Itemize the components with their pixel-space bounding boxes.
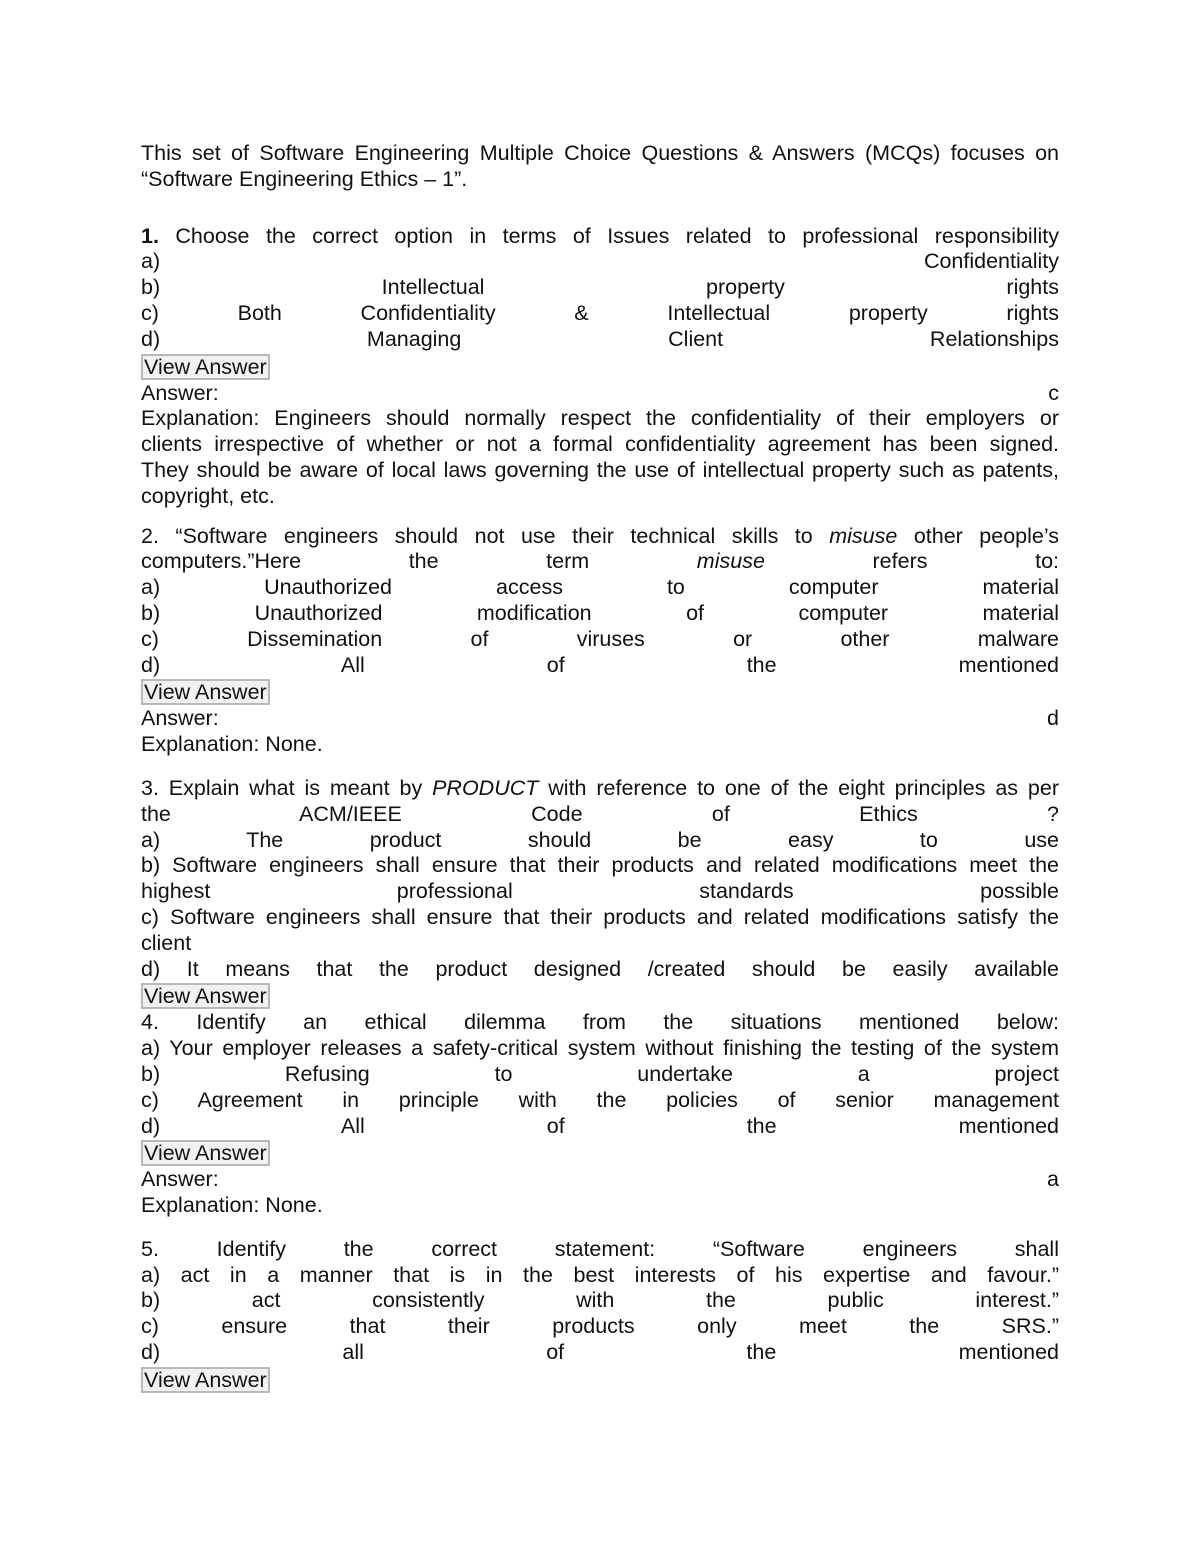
intro-line-2: “Software Engineering Ethics – 1”. [141,166,468,191]
question-2-option-d: d) All of the mentioned [141,652,1059,677]
question-5-option-a: a) act in a manner that is in the best interests of his expertise and favour.” [141,1262,1059,1287]
question-4-option-b: b) Refusing to undertake a project [141,1061,1059,1086]
explanation-1-line-3: They should be aware of local laws governing the use of intellectual property such as patents, [141,457,1059,482]
question-5-text: 5. Identify the correct statement: “Software engineers shall [141,1236,1059,1261]
question-3-option-c-line-1: c) Software engineers shall ensure that their products and related modifications satisfy the [141,904,1059,929]
question-1-option-b: b) Intellectual property rights [141,275,1059,300]
question-1-text [141,224,1059,250]
explanation-1-line-1 [141,406,1059,432]
question-3-option-b-line-1: b) Software engineers shall ensure that their products and related modifications meet the [141,853,1059,878]
question-4-option-d: d) All of the mentioned [141,1113,1059,1138]
question-2-emphasis-2: misuse [696,549,765,574]
question-3 [141,776,1059,1010]
question-5-option-d: d) all of the mentioned [141,1340,1059,1365]
answer-1 [141,381,1059,407]
question-5-option-c: c) ensure that their products only meet the SRS.” [141,1314,1059,1339]
answer-2 [141,706,1059,732]
view-answer-button-2[interactable]: View Answer [141,679,270,705]
question-1-number: 1. [141,223,159,248]
question-2-line-2 [141,549,1059,575]
question-3-option-b-line-2: highest professional standards possible [141,879,1059,904]
answer-1-value: c [1048,380,1059,405]
view-answer-button-4[interactable]: View Answer [141,1140,270,1166]
explanation-2: Explanation: None. [141,732,323,757]
question-4-text: 4. Identify an ethical dilemma from the situations mentioned below: [141,1010,1059,1035]
answer-4-label: Answer: [141,1167,219,1192]
question-2-option-c: c) Dissemination of viruses or other malware [141,626,1059,651]
question-2-option-b: b) Unauthorized modification of computer material [141,600,1059,625]
question-3-line-2: the ACM/IEEE Code of Ethics ? [141,801,1059,826]
question-2-text-b: other people’s [913,523,1059,548]
question-2-text-c: computers.”Here the term [141,549,590,574]
question-2-option-a: a) Unauthorized access to computer material [141,575,1059,600]
question-5-option-b: b) act consistently with the public interest.” [141,1288,1059,1313]
view-answer-button-3[interactable]: View Answer [141,983,270,1009]
question-1-option-d: d) Managing Client Relationships [141,326,1059,351]
view-answer-button-5[interactable]: View Answer [141,1367,270,1393]
question-1-stem: Choose the correct option in terms of Issues related to professional responsibility [175,223,1059,248]
answer-2-label: Answer: [141,706,219,731]
question-1-option-a: a) Confidentiality [141,249,1059,274]
answer-1-label: Answer: [141,380,219,405]
question-2 [141,524,1059,758]
answer-4-value: a [1047,1167,1059,1192]
explanation-4: Explanation: None. [141,1193,323,1218]
question-2-text-a: 2. “Software engineers should not use their technical skills to [141,523,813,548]
question-3-line-1 [141,776,1059,802]
question-4-option-a: a) Your employer releases a safety-critical system without finishing the testing of the system [141,1036,1059,1061]
question-3-emphasis: PRODUCT [432,775,539,800]
answer-2-value: d [1047,706,1059,731]
view-answer-button-1[interactable]: View Answer [141,354,270,380]
question-3-text-b: with reference to one of the eight principles as per [548,775,1059,800]
question-1-option-c: c) Both Confidentiality & Intellectual property rights [141,300,1059,325]
explanation-1-label: Explanation: [141,406,260,431]
explanation-1-text-1: Engineers should normally respect the confidentiality of their employers or [274,406,1059,431]
question-2-text-d: refers [872,549,928,574]
question-3-option-c-line-2: client [141,930,192,955]
explanation-1-line-2: clients irrespective of whether or not a formal confidentiality agreement has been signed. [141,432,1059,457]
question-5 [141,1237,1059,1394]
intro-paragraph [141,141,1059,193]
question-2-text-e: to: [1035,549,1059,574]
mcq-content [141,141,1059,1394]
intro-line-1: This set of Software Engineering Multiple Choice Questions & Answers (MCQs) focuses on [141,141,1059,165]
question-3-option-d: d) It means that the product designed /created should be easily available [141,956,1059,981]
question-2-line-1 [141,524,1059,550]
question-1 [141,224,1059,510]
question-4-option-c: c) Agreement in principle with the policies of senior management [141,1087,1059,1112]
question-3-option-a: a) The product should be easy to use [141,827,1059,852]
explanation-1-line-4: copyright, etc. [141,483,275,508]
answer-4 [141,1167,1059,1193]
question-2-emphasis-1: misuse [829,523,898,548]
question-3-text-a: 3. Explain what is meant by [141,775,423,800]
question-4 [141,1010,1059,1219]
